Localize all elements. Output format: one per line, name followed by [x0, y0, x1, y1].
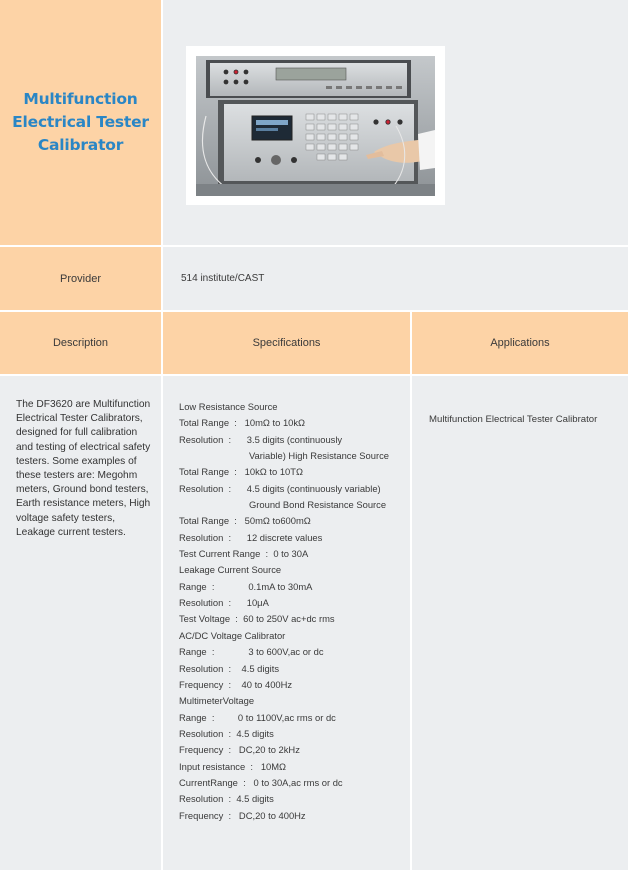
product-title: [12, 88, 149, 157]
applications-cell: [412, 376, 628, 870]
product-title-line: Electrical Tester: [12, 113, 149, 131]
spec-value: DC,20 to 2kHz: [238, 744, 300, 756]
spec-key: Resolution :: [179, 727, 237, 739]
spec-value: Variable) High Resistance Source: [249, 450, 389, 462]
spec-value: 50mΩ to600mΩ: [244, 515, 311, 527]
specifications-list: [179, 399, 410, 824]
product-photo-cell: [163, 0, 628, 245]
spec-value: 10mΩ to 10kΩ: [244, 417, 306, 429]
spec-value: 0 to 30A,ac rms or dc: [253, 776, 343, 788]
spec-line: [179, 579, 410, 595]
spec-line: [179, 595, 410, 611]
spec-key: MultimeterVoltage: [179, 695, 255, 707]
spec-key: Total Range :: [179, 515, 245, 527]
spec-value: 10μA: [246, 597, 269, 609]
spec-line: [179, 611, 410, 627]
spec-value: Ground Bond Resistance Source: [249, 499, 387, 511]
spec-key: Resolution :: [179, 531, 247, 543]
spec-key: Input resistance :: [179, 760, 261, 772]
spec-line: [179, 628, 410, 644]
spec-line: [179, 644, 410, 660]
spec-value: 3.5 digits (continuously: [246, 433, 343, 445]
specifications-cell: [163, 376, 410, 870]
spec-value: 4.5 digits: [236, 727, 274, 739]
spec-line: [179, 448, 410, 464]
provider-value: [163, 247, 628, 310]
spec-key: AC/DC Voltage Calibrator: [179, 629, 286, 641]
spec-line: [179, 677, 410, 693]
spec-value: 12 discrete values: [246, 531, 323, 543]
calibrator-instrument-photo: [196, 56, 435, 196]
spec-value: 4.5 digits: [241, 662, 280, 674]
spec-key: Frequency :: [179, 744, 239, 756]
spec-value: 0 to 30A: [273, 548, 309, 560]
spec-value: 4.5 digits (continuously variable): [246, 482, 381, 494]
spec-key: Frequency :: [179, 678, 242, 690]
spec-value: 0 to 1100V,ac rms or dc: [237, 711, 336, 723]
spec-line: [179, 775, 410, 791]
spec-line: [179, 808, 410, 824]
product-title-cell: [0, 0, 161, 245]
product-photo: [186, 46, 445, 205]
spec-value: 4.5 digits: [236, 793, 274, 805]
spec-key: Resolution :: [179, 482, 247, 494]
spec-key: Frequency :: [179, 809, 239, 821]
spec-line: [179, 693, 410, 709]
spec-line: [179, 791, 410, 807]
spec-key: Range :: [179, 711, 238, 723]
spec-value: 10MΩ: [260, 760, 287, 772]
spec-line: [179, 481, 410, 497]
spec-line: [179, 726, 410, 742]
provider-label: Provider: [0, 247, 161, 310]
spec-value: 10kΩ to 10TΩ: [244, 466, 303, 478]
spec-key: CurrentRange :: [179, 776, 254, 788]
specifications-header: Specifications: [163, 312, 410, 374]
product-title-line: Multifunction: [23, 90, 138, 108]
description-cell: [0, 376, 161, 870]
applications-text: Multifunction Electrical Tester Calibrator: [429, 414, 598, 425]
spec-key: Test Current Range :: [179, 548, 274, 560]
spec-key: Total Range :: [179, 417, 245, 429]
spec-key: Low Resistance Source: [179, 401, 278, 412]
spec-line: [179, 661, 410, 677]
spec-line: [179, 530, 410, 546]
spec-key: Leakage Current Source: [179, 564, 282, 576]
provider-name: 514 institute/CAST: [181, 273, 265, 284]
spec-key: Total Range :: [179, 466, 245, 478]
spec-line: [179, 562, 410, 578]
spec-value: 3 to 600V,ac or dc: [248, 646, 324, 658]
spec-key: Resolution :: [179, 597, 247, 609]
spec-value: 40 to 400Hz: [241, 678, 293, 690]
spec-key: Range :: [179, 646, 249, 658]
spec-line: [179, 464, 410, 480]
description-text: The DF3620 are Multifunction Electrical Tester Calibrators, designed for full calibration and testing of electrical safety testers. Some examples of these testers are: Megohm meters, Ground bond testers, Earth resistance meters, High voltage safety testers, Leakage current testers.: [16, 399, 151, 538]
spec-line: [179, 497, 410, 513]
product-title-line: Calibrator: [37, 136, 124, 154]
instrument-illustration: [196, 56, 435, 196]
description-header: Description: [0, 312, 161, 374]
spec-key: Resolution :: [179, 662, 242, 674]
spec-key: Range :: [179, 580, 249, 592]
spec-value: 60 to 250V ac+dc rms: [243, 613, 335, 625]
spec-line: [179, 759, 410, 775]
spec-value: 0.1mA to 30mA: [248, 580, 313, 592]
spec-key: Resolution :: [179, 793, 237, 805]
spec-value: DC,20 to 400Hz: [238, 809, 306, 821]
spec-line: [179, 742, 410, 758]
spec-line: [179, 415, 410, 431]
spec-line: [179, 432, 410, 448]
spec-line: [179, 513, 410, 529]
spec-key: Resolution :: [179, 433, 247, 445]
spec-line: [179, 546, 410, 562]
spec-key: Test Voltage :: [179, 613, 244, 625]
applications-header: Applications: [412, 312, 628, 374]
spec-line: [179, 399, 410, 415]
spec-line: [179, 710, 410, 726]
